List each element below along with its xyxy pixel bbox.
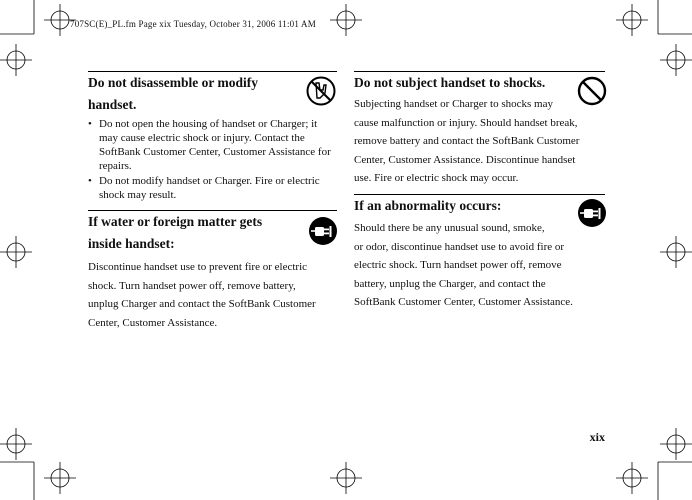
text-line: use. Fire or electric shock may occur. — [354, 172, 519, 184]
text-line: or odor, discontinue handset use to avoid fire or — [354, 240, 565, 253]
text-line: SoftBank Customer Center, Customer Assistance. — [354, 296, 573, 308]
left-section2-title-line2: inside handset: — [88, 236, 175, 251]
left-section1-title-line1: Do not disassemble or modify — [88, 75, 259, 90]
left-section1-bullets — [88, 117, 336, 202]
right-section2-body — [354, 219, 606, 312]
left-section2-title — [88, 211, 308, 254]
right-section2-title: If an abnormality occurs: — [354, 198, 502, 213]
left-section1-title — [88, 72, 298, 115]
text-line: Center, Customer Assistance. Discontinue handset — [354, 153, 576, 166]
text-line: shock. Turn handset power off, remove battery, — [88, 279, 296, 292]
left-section2-body — [88, 258, 338, 332]
right-section1-title: Do not subject handset to shocks. — [354, 75, 546, 90]
bullet-item: • Do not open the housing of handset or Charger; it may cause electric shock or injury. Contact the SoftBank Customer Center, Customer Assistance for repairs. — [88, 117, 336, 173]
bullet-item: • Do not modify handset or Charger. Fire or electric shock may result. — [88, 174, 336, 202]
text-line: unplug Charger and contact the SoftBank Customer — [88, 298, 316, 310]
text-line: remove battery and contact the SoftBank Customer — [354, 135, 580, 147]
text-line: electric shock. Turn handset power off, remove — [354, 259, 562, 271]
page-number: xix — [589, 430, 605, 444]
unplug-icon — [308, 216, 338, 246]
file-info-header: 707SC(E)_PL.fm Page xix Tuesday, October 31, 2006 11:01 AM — [70, 19, 316, 29]
text-line: Should there be any unusual sound, smoke, — [354, 222, 545, 234]
no-disassembly-icon — [306, 76, 336, 106]
text-line: Center, Customer Assistance. — [88, 316, 218, 329]
text-line: cause malfunction or injury. Should handset break, — [354, 116, 578, 129]
text-line: battery, unplug the Charger, and contact the — [354, 277, 546, 290]
left-section2-title-line1: If water or foreign matter gets — [88, 214, 263, 229]
left-section1-title-line2: handset. — [88, 97, 137, 112]
text-line: Discontinue handset use to prevent fire or electric — [88, 261, 308, 273]
right-section1-body — [354, 95, 606, 188]
text-line: Subjecting handset or Charger to shocks may — [354, 98, 553, 110]
